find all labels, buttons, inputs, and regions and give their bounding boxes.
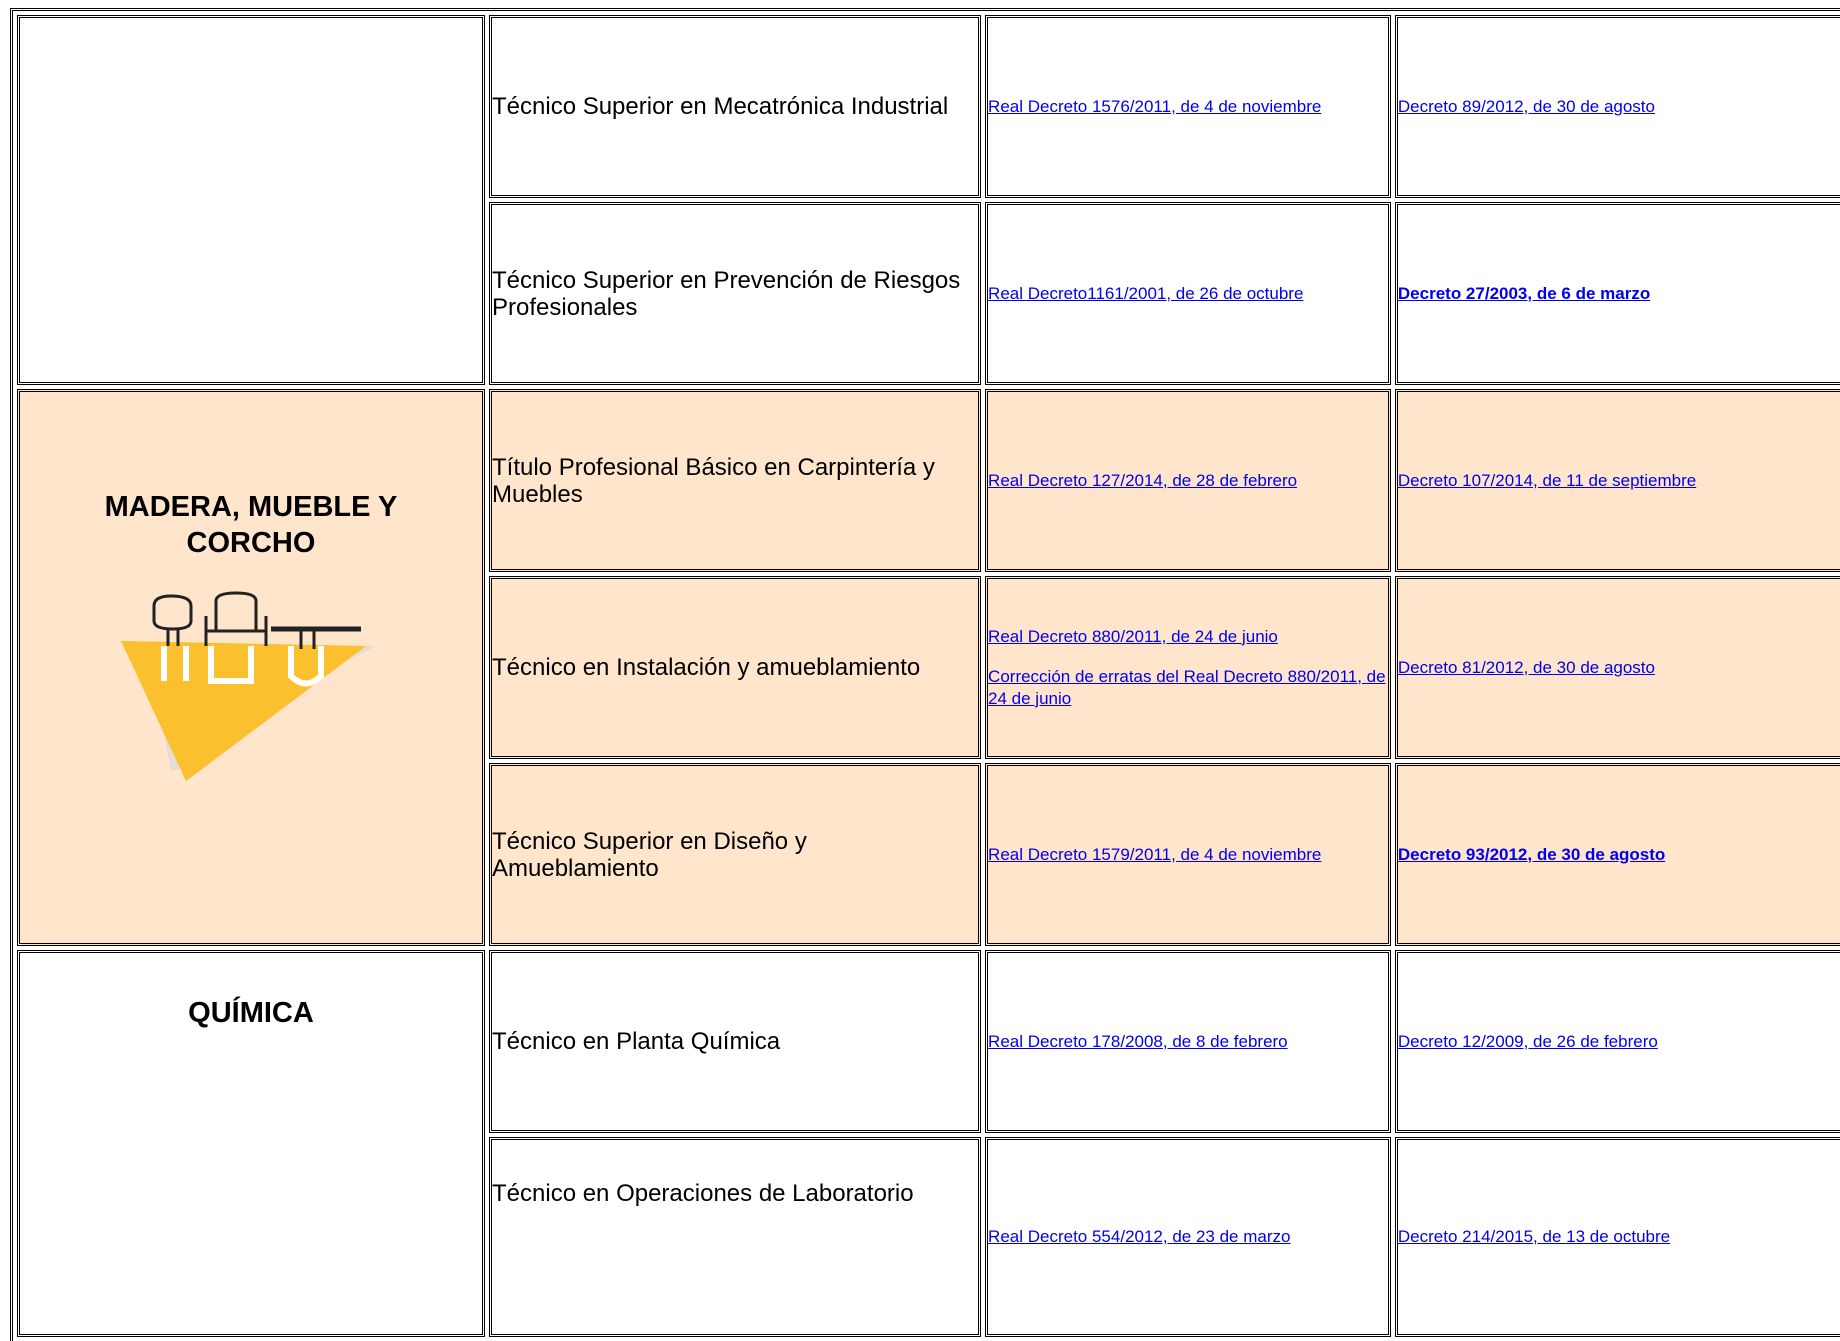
state-decree-cell [985,15,1391,198]
state-decree-cell [985,202,1391,385]
state-decree-link[interactable]: Real Decreto 178/2008, de 8 de febrero [988,1031,1288,1051]
furniture-icon [20,591,482,796]
regional-decree-link[interactable]: Decreto 214/2015, de 13 de octubre [1397,1227,1671,1246]
state-decree-link[interactable]: Real Decreto1161/2001, de 26 de octubre [988,283,1304,303]
state-decree-link[interactable]: Real Decreto 1576/2011, de 4 de noviembre [988,96,1322,116]
regional-decree-link[interactable]: Decreto 107/2014, de 11 de septiembre [1397,470,1697,490]
family-name: MADERA, MUEBLE Y CORCHO [104,491,398,559]
regional-decree-cell [1395,576,1840,759]
state-decree-cell [985,576,1391,759]
regional-decree-link[interactable]: Decreto 27/2003, de 6 de marzo [1397,283,1651,303]
table-row [17,15,1840,198]
qualification-title: Técnico Superior en Diseño y Amueblamiento [489,763,981,946]
regional-decree-cell [1395,389,1840,572]
family-cell-empty [17,15,485,385]
qualification-title: Técnico Superior en Mecatrónica Industrial [489,15,981,198]
state-decree-cell [985,950,1391,1133]
regional-decree-cell [1395,15,1840,198]
state-decree-cell [985,1137,1391,1337]
regional-decree-link[interactable]: Decreto 12/2009, de 26 de febrero [1397,1031,1658,1051]
correction-link[interactable]: Corrección de erratas del Real Decreto 880/2011, de 24 de junio [988,666,1386,708]
qualification-title: Técnico en Operaciones de Laboratorio [489,1137,981,1337]
family-cell [17,950,485,1337]
regional-decree-cell [1395,950,1840,1133]
regional-decree-link[interactable]: Decreto 81/2012, de 30 de agosto [1397,657,1655,677]
regional-decree-link[interactable]: Decreto 93/2012, de 30 de agosto [1397,844,1666,864]
qualification-title: Técnico Superior en Prevención de Riesgos Profesionales [489,202,981,385]
family-cell [17,389,485,946]
state-decree-cell [985,763,1391,946]
state-decree-cell [985,389,1391,572]
state-decree-link[interactable]: Real Decreto 127/2014, de 28 de febrero [988,470,1298,490]
regional-decree-cell [1395,1137,1840,1337]
table-row [17,389,1840,572]
regional-decree-cell [1395,763,1840,946]
state-decree-link[interactable]: Real Decreto 1579/2011, de 4 de noviembre [988,844,1322,864]
qualification-title: Técnico en Planta Química [489,950,981,1133]
qualification-title: Título Profesional Básico en Carpintería y Muebles [489,389,981,572]
state-decree-link[interactable]: Real Decreto 554/2012, de 23 de marzo [988,1227,1291,1246]
table-row [17,950,1840,1133]
qualifications-table [10,8,1840,1341]
regional-decree-cell [1395,202,1840,385]
qualification-title: Técnico en Instalación y amueblamiento [489,576,981,759]
regional-decree-link[interactable]: Decreto 89/2012, de 30 de agosto [1397,96,1655,116]
state-decree-link[interactable]: Real Decreto 880/2011, de 24 de junio [988,626,1278,646]
family-name: QUÍMICA [188,997,314,1029]
